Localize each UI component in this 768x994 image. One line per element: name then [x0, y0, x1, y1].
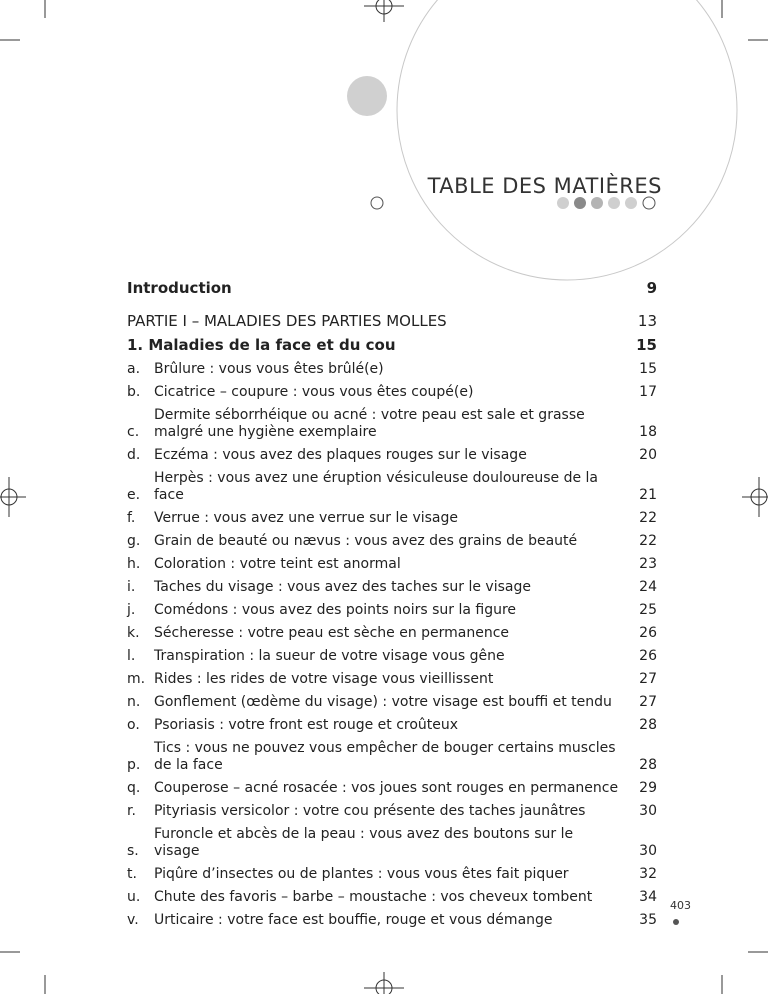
toc-entry-text: Piqûre d’insectes ou de plantes : vous vous êtes fait piquer	[154, 866, 569, 882]
page-number: 403	[670, 899, 691, 912]
toc-entry-letter: q.	[127, 780, 141, 796]
toc-entry-page: 28	[639, 717, 657, 733]
toc-entry-letter: t.	[127, 866, 137, 882]
toc-entry-text: Pityriasis versicolor : votre cou présente des taches jaunâtres	[154, 803, 586, 819]
toc-entry	[127, 803, 657, 820]
toc-entry-page: 20	[639, 447, 657, 463]
decorative-small-circle	[371, 197, 383, 209]
toc-part-label: PARTIE I – MALADIES DES PARTIES MOLLES	[127, 312, 447, 330]
toc-entry-page: 15	[639, 361, 657, 377]
title-dots	[557, 197, 655, 209]
toc-entry-text: Urticaire : votre face est bouffie, rouge et vous démange	[154, 912, 553, 928]
page-title: TABLE DES MATIÈRES	[427, 174, 662, 199]
toc-entry	[127, 384, 657, 401]
toc-entry-letter: a.	[127, 361, 141, 377]
toc-entry-text: Tics : vous ne pouvez vous empêcher de bouger certains muscles de la face	[154, 740, 616, 773]
toc-entry-letter: g.	[127, 533, 141, 549]
toc-entry-letter: s.	[127, 843, 139, 859]
toc-entry-letter: i.	[127, 579, 136, 595]
toc-entry-text: Eczéma : vous avez des plaques rouges sur le visage	[154, 447, 527, 463]
toc-entry-text: Transpiration : la sueur de votre visage vous gêne	[154, 648, 505, 664]
toc-entry-letter: v.	[127, 912, 139, 928]
toc-entry-page: 18	[639, 424, 657, 440]
toc-entry-page: 25	[639, 602, 657, 618]
toc-entry-text: Coloration : votre teint est anormal	[154, 556, 401, 572]
toc-entry-page: 22	[639, 510, 657, 526]
toc-entry-letter: n.	[127, 694, 141, 710]
toc-entry-page: 27	[639, 671, 657, 687]
toc-entry-text: Dermite séborrhéique ou acné : votre peau est sale et grasse malgré une hygiène exemplaire	[154, 407, 585, 440]
toc-chapter-page: 15	[636, 336, 657, 354]
footer-dot	[673, 919, 679, 925]
toc-entry-page: 17	[639, 384, 657, 400]
toc-entry	[127, 717, 657, 734]
toc-entry-text: Furoncle et abcès de la peau : vous avez des boutons sur le visage	[154, 826, 574, 859]
toc-entry-page: 27	[639, 694, 657, 710]
toc-entry	[127, 602, 657, 619]
toc-chapter-label: 1. Maladies de la face et du cou	[127, 336, 396, 354]
toc-entry	[127, 671, 657, 688]
toc-entry	[127, 740, 657, 774]
toc-entry-page: 29	[639, 780, 657, 796]
toc-entry	[127, 866, 657, 883]
toc-entry-text: Grain de beauté ou nævus : vous avez des grains de beauté	[154, 533, 578, 549]
toc-entry-page: 30	[639, 843, 657, 859]
toc-entry-page: 32	[639, 866, 657, 882]
toc-entry-letter: u.	[127, 889, 141, 905]
toc-entry-text: Couperose – acné rosacée : vos joues sont rouges en permanence	[154, 780, 619, 796]
toc-entry	[127, 889, 657, 906]
toc-entry-letter: b.	[127, 384, 141, 400]
toc-entry	[127, 407, 657, 441]
toc-part	[127, 313, 657, 330]
toc-entry-letter: f.	[127, 510, 136, 526]
toc-entry-page: 23	[639, 556, 657, 572]
toc-entry-letter: e.	[127, 487, 141, 503]
toc-entry	[127, 625, 657, 642]
toc-entry-page: 22	[639, 533, 657, 549]
toc-entry-text: Taches du visage : vous avez des taches sur le visage	[154, 579, 531, 595]
toc-entry-letter: j.	[127, 602, 136, 618]
toc-entry-letter: h.	[127, 556, 141, 572]
toc-entry-letter: l.	[127, 648, 136, 664]
decorative-circle	[397, 0, 737, 280]
toc-entry-letter: k.	[127, 625, 140, 641]
toc-entry-page: 24	[639, 579, 657, 595]
toc-entry	[127, 556, 657, 573]
toc-entry	[127, 533, 657, 550]
toc-entry	[127, 826, 657, 860]
toc-entry-text: Gonflement (œdème du visage) : votre visage est bouffi et tendu	[154, 694, 612, 710]
toc-entry	[127, 579, 657, 596]
toc-part-page: 13	[637, 312, 657, 330]
toc-entry	[127, 470, 657, 504]
toc-entry-page: 21	[639, 487, 657, 503]
toc-entry-letter: p.	[127, 757, 141, 773]
toc-chapter	[127, 337, 657, 354]
toc-entry-text: Brûlure : vous vous êtes brûlé(e)	[154, 361, 384, 377]
toc-intro	[127, 280, 657, 297]
toc-entry-page: 30	[639, 803, 657, 819]
toc-entry-page: 35	[639, 912, 657, 928]
toc-entry-text: Psoriasis : votre front est rouge et croûteux	[154, 717, 459, 733]
toc-entry	[127, 780, 657, 797]
toc-intro-label: Introduction	[127, 279, 232, 297]
toc-entry-letter: c.	[127, 424, 140, 440]
toc-entry-text: Chute des favoris – barbe – moustache : vos cheveux tombent	[154, 889, 593, 905]
toc-intro-page: 9	[646, 279, 657, 297]
toc-entry-text: Herpès : vous avez une éruption vésiculeuse douloureuse de la face	[154, 470, 599, 503]
toc-entry-page: 28	[639, 757, 657, 773]
toc-entry-text: Rides : les rides de votre visage vous vieillissent	[154, 671, 494, 687]
toc-entry-text: Comédons : vous avez des points noirs sur la figure	[154, 602, 517, 618]
toc-entry-page: 26	[639, 625, 657, 641]
toc-entry-letter: r.	[127, 803, 136, 819]
toc-entry-letter: d.	[127, 447, 141, 463]
toc-entry-text: Verrue : vous avez une verrue sur le visage	[154, 510, 459, 526]
toc-entry-text: Cicatrice – coupure : vous vous êtes coupé(e)	[154, 384, 474, 400]
toc-entry-letter: m.	[127, 671, 146, 687]
toc-entry	[127, 510, 657, 527]
toc-entry	[127, 447, 657, 464]
toc-entry-page: 34	[639, 889, 657, 905]
toc-entry	[127, 361, 657, 378]
table-of-contents	[127, 280, 657, 935]
toc-entry-letter: o.	[127, 717, 140, 733]
toc-entry-page: 26	[639, 648, 657, 664]
toc-entry	[127, 912, 657, 929]
toc-entry	[127, 694, 657, 711]
toc-entry	[127, 648, 657, 665]
decorative-dot	[347, 76, 387, 116]
toc-entry-text: Sécheresse : votre peau est sèche en permanence	[154, 625, 510, 641]
